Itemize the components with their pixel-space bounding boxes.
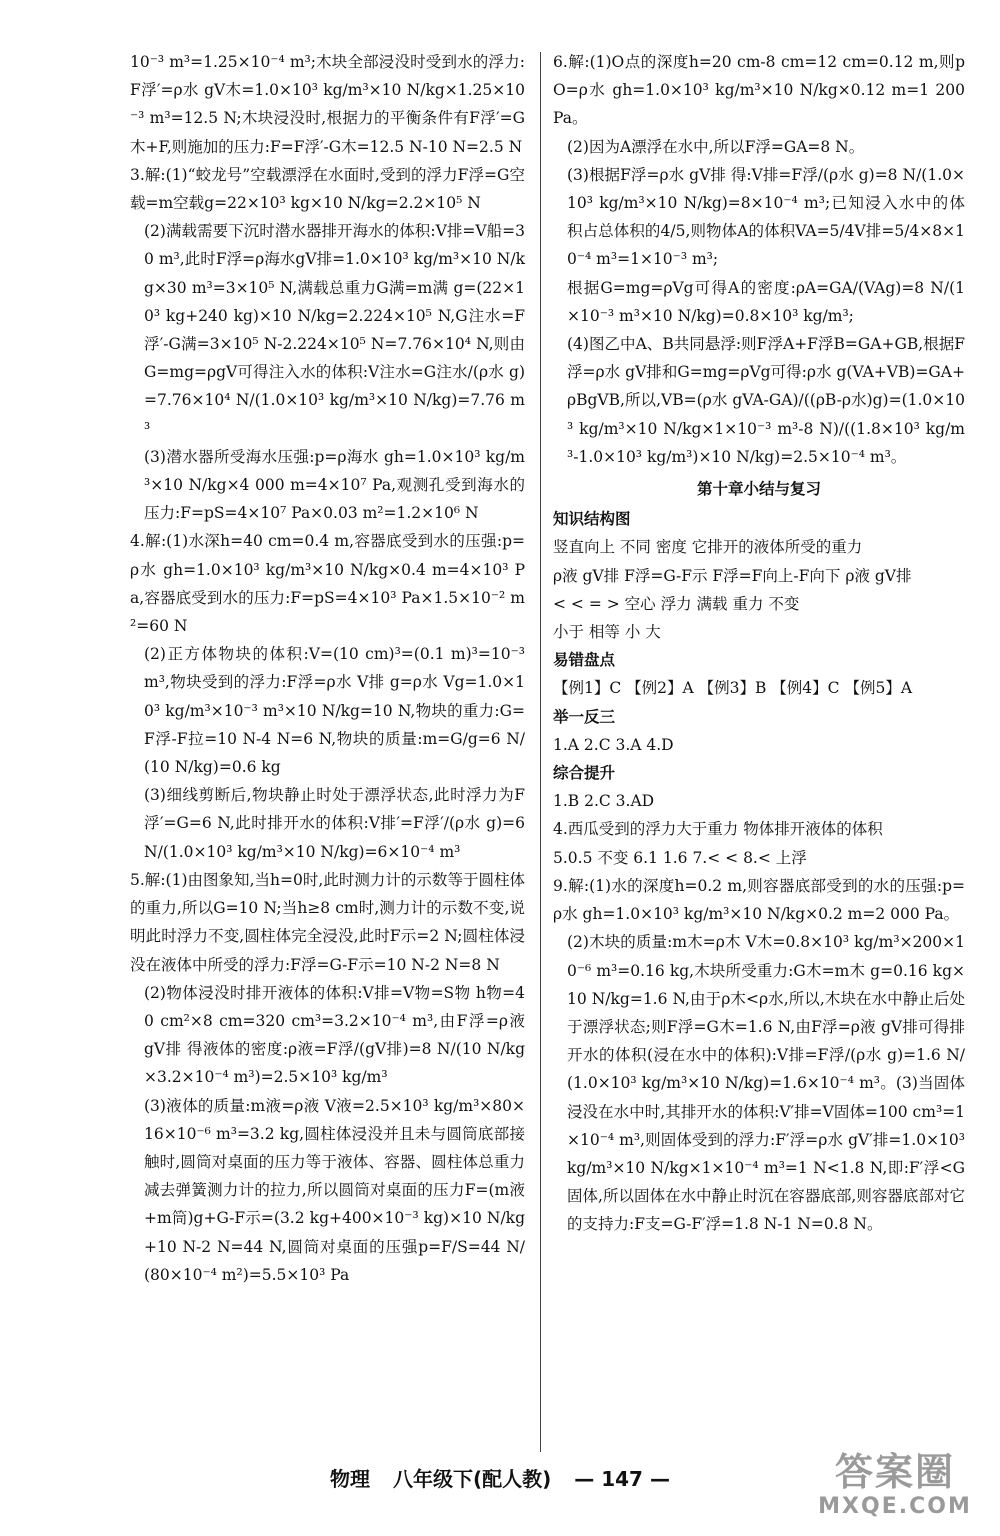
answer-paragraph: (2)正方体物块的体积:V=(10 cm)³=(0.1 m)³=10⁻³ m³,物块受到的浮力:F浮=ρ水 V排 g=ρ水 Vg=1.0×10³ kg/m³×10⁻³ m³×10 N/kg=10 N,物块的重力:G=F浮-F拉=10 N-4 N=6 N,物块的质量:m=G/g=6 N/(10 N/kg)=0.6 kg xyxy=(144,645,525,777)
answer-paragraph: 5.解:(1)由图象知,当h=0时,此时测力计的示数等于圆柱体的重力,所以G=10 N;当h≥8 cm时,测力计的示数不变,说明此时浮力不变,圆柱体完全浸没,此时F示=2 N;圆柱体浸没在液体中所受的浮力:F浮=G-F示=10 N-2 N=8 N xyxy=(130,870,525,974)
answer-paragraph: (2)物体浸没时排开液体的体积:V排=V物=S物 h物=40 cm²×8 cm=320 cm³=3.2×10⁻⁴ m³,由F浮=ρ液 gV排 得液体的密度:ρ液=F浮/(gV排)=8 N/(10 N/kg×3.2×10⁻⁴ m³)=2.5×10³ kg/m³ xyxy=(144,983,525,1087)
improve-line: 1.B 2.C 3.AD xyxy=(553,792,655,811)
footer-subject: 物理 xyxy=(330,1467,371,1491)
section-title-improve: 综合提升 xyxy=(553,764,616,783)
right-column xyxy=(553,48,965,1239)
answer-paragraph: (3)潜水器所受海水压强:p=ρ海水 gh=1.0×10³ kg/m³×10 N/kg×4 000 m=4×10⁷ Pa,观测孔受到海水的压力:F=pS=4×10⁷ Pa×0.03 m²=1.2×10⁶ N xyxy=(144,447,525,523)
section-title-knowledge: 知识结构图 xyxy=(553,510,631,529)
left-column xyxy=(130,48,525,1289)
answer-paragraph: (2)因为A漂浮在水中,所以F浮=GA=8 N。 xyxy=(567,137,865,156)
answer-paragraph: 10⁻³ m³=1.25×10⁻⁴ m³;木块全部浸没时受到水的浮力:F浮′=ρ水 gV木=1.0×10³ kg/m³×10 N/kg×1.25×10⁻³ m³=12.5 N;木块浸没时,根据力的平衡条件有F浮′=G木+F,则施加的压力:F=F浮′-G木=12.5 N-10 N=2.5 N xyxy=(130,53,525,156)
answer-paragraph: 6.解:(1)O点的深度h=20 cm-8 cm=12 cm=0.12 m,则pO=ρ水 gh=1.0×10³ kg/m³×10 N/kg×0.12 m=1 200 Pa。 xyxy=(553,53,965,128)
answer-paragraph: 根据G=mg=ρVg可得A的密度:ρA=GA/(VAg)=8 N/(1×10⁻³ m³×10 N/kg)=0.8×10³ kg/m³; xyxy=(567,278,965,325)
answer-paragraph: 4.解:(1)水深h=40 cm=0.4 m,容器底受到水的压强:p=ρ水 gh=1.0×10³ kg/m³×10 N/kg×0.4 m=4×10³ Pa,容器底受到水的压力:F=pS=4×10³ Pa×1.5×10⁻² m²=60 N xyxy=(130,532,525,636)
improve-line: 4.西瓜受到的浮力大于重力 物体排开液体的体积 xyxy=(553,820,883,839)
answer-paragraph: (3)液体的质量:m液=ρ液 V液=2.5×10³ kg/m³×80×16×10⁻⁶ m³=3.2 kg,圆柱体浸没并且未与圆筒底部接触时,圆筒对桌面的压力等于液体、容器、圆柱体总重力减去弹簧测力计的拉力,所以圆筒对桌面的压力F=(m液+m筒)g+G-F示=(3.2 kg+400×10⁻³ kg)×10 N/kg+10 N-2 N=44 N,圆筒对桌面的压强p=F/S=44 N/(80×10⁻⁴ m²)=5.5×10³ Pa xyxy=(144,1096,525,1284)
section-title-practice: 举一反三 xyxy=(553,707,616,726)
watermark-text: 答案圈 xyxy=(834,1450,955,1494)
answer-paragraph: (3)细线剪断后,物块静止时处于漂浮状态,此时浮力为F浮′=G=6 N,此时排开水的体积:V排′=F浮′/(ρ水 g)=6 N/(1.0×10³ kg/m³×10 N/kg)=6×10⁻⁴ m³ xyxy=(144,786,525,861)
chapter-heading: 第十章小结与复习 xyxy=(696,479,821,499)
improve-line: 5.0.5 不变 6.1 1.6 7.< < 8.< 上浮 xyxy=(553,848,807,867)
mistakes-line: 【例1】C 【例2】A 【例3】B 【例4】C 【例5】A xyxy=(553,679,913,698)
answer-paragraph: (2)满载需要下沉时潜水器排开海水的体积:V排=V船=30 m³,此时F浮=ρ海水gV排=1.0×10³ kg/m³×10 N/kg×30 m³=3×10⁵ N,满载总重力G满=m满 g=(22×10³ kg+240 kg)×10 N/kg=2.224×10⁵ N,G注水=F浮′-G满=3×10⁵ N-2.224×10⁵ N=7.76×10⁴ N,则由G=mg=ρgV可得注入水的体积:V注水=G注水/(ρ水 g)=7.76×10⁴ N/(1.0×10³ kg/m³×10 N/kg)=7.76 m³ xyxy=(144,222,525,438)
answer-paragraph: (3)根据F浮=ρ水 gV排 得:V排=F浮/(ρ水 g)=8 N/(1.0×10³ kg/m³×10 N/kg)=8×10⁻⁴ m³;已知浸入水中的体积占总体积的4/5,则物体A的体积VA=5/4V排=5/4×8×10⁻⁴ m³=1×10⁻³ m³; xyxy=(567,165,965,269)
footer-grade: 八年级下(配人教) xyxy=(393,1467,552,1491)
knowledge-line: < < = > 空心 浮力 满载 重力 不变 xyxy=(553,594,800,613)
column-divider xyxy=(540,52,541,1452)
answer-paragraph: (4)图乙中A、B共同悬浮:则F浮A+F浮B=GA+GB,根据F浮=ρ水 gV排和G=mg=ρVg可得:ρ水 g(VA+VB)=GA+ρBgVB,所以,VB=(ρ水 gVA-GA)/((ρB-ρ水)g)=(1.0×10³ kg/m³×10 N/kg×1×10⁻³ m³-8 N)/((1.8×10³ kg/m³-1.0×10³ kg/m³)×10 N/kg)=2.5×10⁻⁴ m³。 xyxy=(567,335,965,466)
watermark-logo xyxy=(800,1450,990,1530)
knowledge-line: 竖直向上 不同 密度 它排开的液体所受的重力 xyxy=(553,538,863,557)
answer-paragraph: (2)木块的质量:m木=ρ木 V木=0.8×10³ kg/m³×200×10⁻⁶ m³=0.16 kg,木块所受重力:G木=m木 g=0.16 kg×10 N/kg=1.6 N,由于ρ木<ρ水,所以,木块在水中静止后处于漂浮状态;则F浮=G木=1.6 N,由F浮=ρ液 gV排可得排开水的体积(浸在水中的体积):V排=F浮/(ρ水 g)=1.6 N/(1.0×10³ kg/m³×10 N/kg)=1.6×10⁻⁴ m³。(3)当固体浸没在水中时,其排开水的体积:V′排=V固体=100 cm³=1×10⁻⁴ m³,则固体受到的浮力:F′浮=ρ水 gV′排=1.0×10³ kg/m³×10 N/kg×1×10⁻⁴ m³=1 N<1.8 N,即:F′浮<G固体,所以固体在水中静止时沉在容器底部,则容器底部对它的支持力:F支=G-F′浮=1.8 N-1 N=0.8 N。 xyxy=(567,933,965,1234)
practice-line: 1.A 2.C 3.A 4.D xyxy=(553,735,674,754)
answer-paragraph: 3.解:(1)“蛟龙号”空载漂浮在水面时,受到的浮力F浮=G空载=m空载g=22×10³ kg×10 N/kg=2.2×10⁵ N xyxy=(130,165,525,213)
watermark-url: MXQE.COM xyxy=(818,1494,972,1519)
section-title-mistakes: 易错盘点 xyxy=(553,651,616,670)
knowledge-line: ρ液 gV排 F浮=G-F示 F浮=F向上-F向下 ρ液 gV排 xyxy=(553,566,912,585)
page-number: — 147 — xyxy=(574,1467,670,1491)
answer-paragraph: 9.解:(1)水的深度h=0.2 m,则容器底部受到的水的压强:p=ρ水 gh=1.0×10³ kg/m³×10 N/kg×0.2 m=2 000 Pa。 xyxy=(553,876,965,924)
knowledge-line: 小于 相等 小 大 xyxy=(553,623,661,642)
